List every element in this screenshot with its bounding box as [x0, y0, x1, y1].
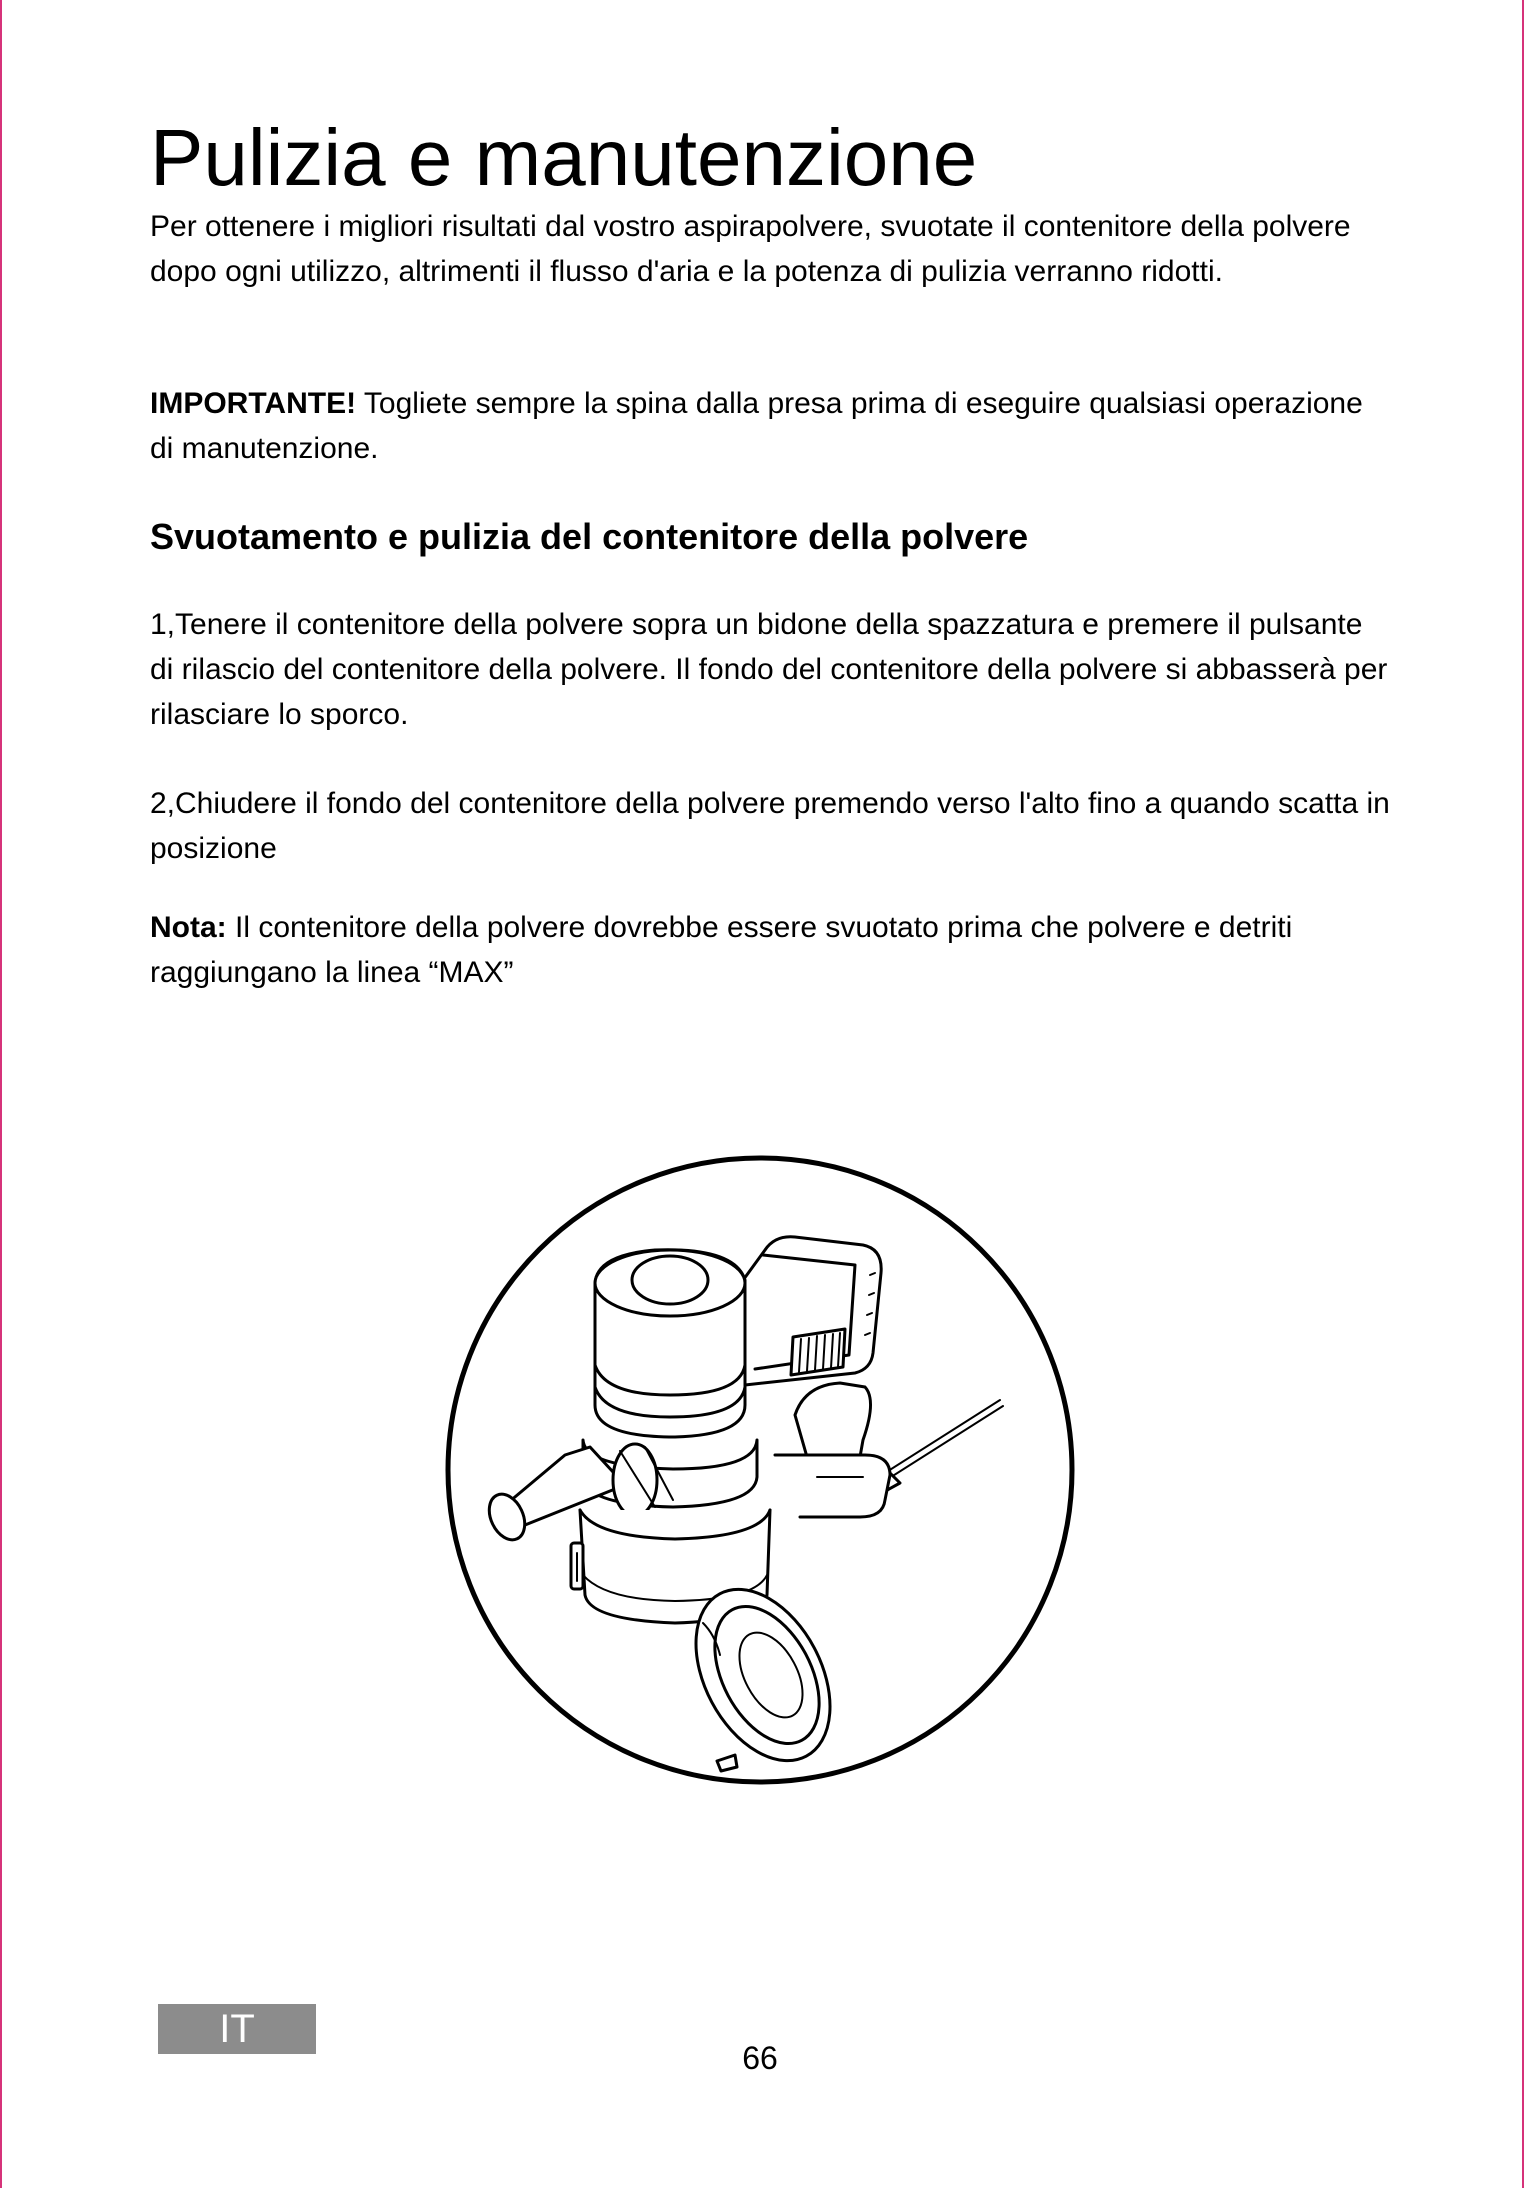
note-label: Nota: [150, 911, 227, 944]
vacuum-dust-bin-open-illustration-icon [445, 1155, 1075, 1785]
language-badge: IT [158, 2004, 316, 2054]
note-text: Il contenitore della polvere dovrebbe essere svuotato prima che polvere e detriti raggiungano la linea “MAX” [150, 911, 1293, 989]
note-paragraph [150, 905, 1390, 995]
important-paragraph [150, 381, 1390, 471]
step-1-paragraph: 1,Tenere il contenitore della polvere sopra un bidone della spazzatura e premere il pulsante di rilascio del contenitore della polvere. Il fondo del contenitore della polvere si abbasserà per rilasciare lo sporco. [150, 608, 1388, 731]
page-title: Pulizia e manutenzione [150, 113, 978, 202]
step-2-paragraph: 2,Chiudere il fondo del contenitore della polvere premendo verso l'alto fino a quando scatta in posizione [150, 787, 1390, 865]
important-text: Togliete sempre la spina dalla presa prima di eseguire qualsiasi operazione di manutenzione. [150, 387, 1363, 465]
section-heading: Svuotamento e pulizia del contenitore della polvere [150, 516, 1029, 557]
page-number: 66 [742, 2040, 778, 2076]
intro-paragraph: Per ottenere i migliori risultati dal vostro aspirapolvere, svuotate il contenitore della polvere dopo ogni utilizzo, altrimenti il flusso d'aria e la potenza di pulizia verranno ridotti. [150, 210, 1351, 288]
page-edge-left [0, 0, 2, 2188]
important-label: IMPORTANTE! [150, 387, 357, 420]
